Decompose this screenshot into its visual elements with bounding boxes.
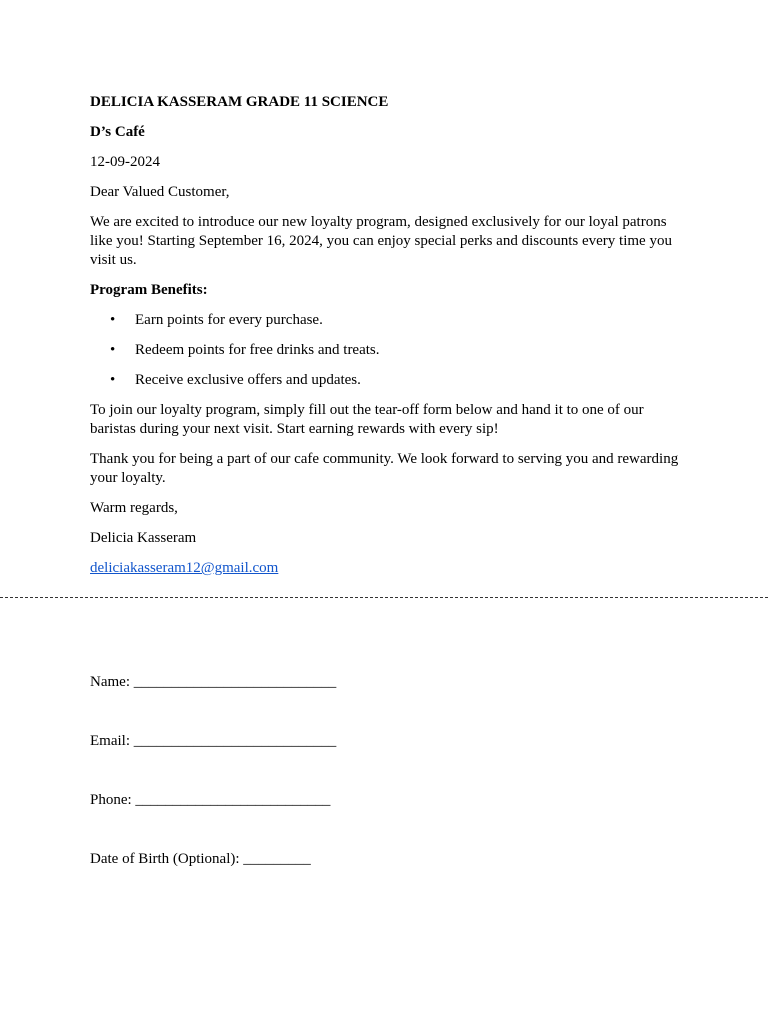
tear-off-form	[90, 673, 650, 909]
salutation: Dear Valued Customer,	[90, 184, 230, 200]
bullet-icon: •	[110, 372, 116, 388]
contact-email-paragraph	[90, 559, 682, 578]
join-paragraph: To join our loyalty program, simply fill out the tear-off form below and hand it to one of our baristas during your next visit. Start earning rewards with every sip!	[90, 402, 644, 437]
letter-body	[90, 93, 682, 589]
form-dob-field: Date of Birth (Optional): _________	[90, 851, 311, 867]
form-phone-field: Phone: __________________________	[90, 792, 331, 808]
tear-off-divider	[0, 597, 768, 598]
letter-heading: DELICIA KASSERAM GRADE 11 SCIENCE	[90, 94, 389, 110]
email-link[interactable]: deliciakasseram12@gmail.com	[90, 560, 279, 576]
list-item	[90, 341, 682, 360]
letter-date: 12-09-2024	[90, 154, 160, 170]
form-name-field: Name: ___________________________	[90, 674, 337, 690]
business-name: D’s Café	[90, 124, 145, 140]
list-item	[90, 371, 682, 390]
bullet-icon: •	[110, 312, 116, 328]
benefits-list	[90, 311, 682, 390]
benefit-text: Earn points for every purchase.	[135, 312, 323, 328]
benefit-text: Receive exclusive offers and updates.	[135, 372, 361, 388]
closing: Warm regards,	[90, 500, 178, 516]
thanks-paragraph: Thank you for being a part of our cafe community. We look forward to serving you and rewarding your loyalty.	[90, 451, 679, 486]
form-email-field: Email: ___________________________	[90, 733, 337, 749]
bullet-icon: •	[110, 342, 116, 358]
benefits-title: Program Benefits:	[90, 282, 208, 298]
benefit-text: Redeem points for free drinks and treats.	[135, 342, 380, 358]
list-item	[90, 311, 682, 330]
signature: Delicia Kasseram	[90, 530, 197, 546]
intro-paragraph: We are excited to introduce our new loyalty program, designed exclusively for our loyal patrons like you! Starting September 16, 2024, you can enjoy special perks and discounts every time you visit us.	[90, 214, 672, 268]
